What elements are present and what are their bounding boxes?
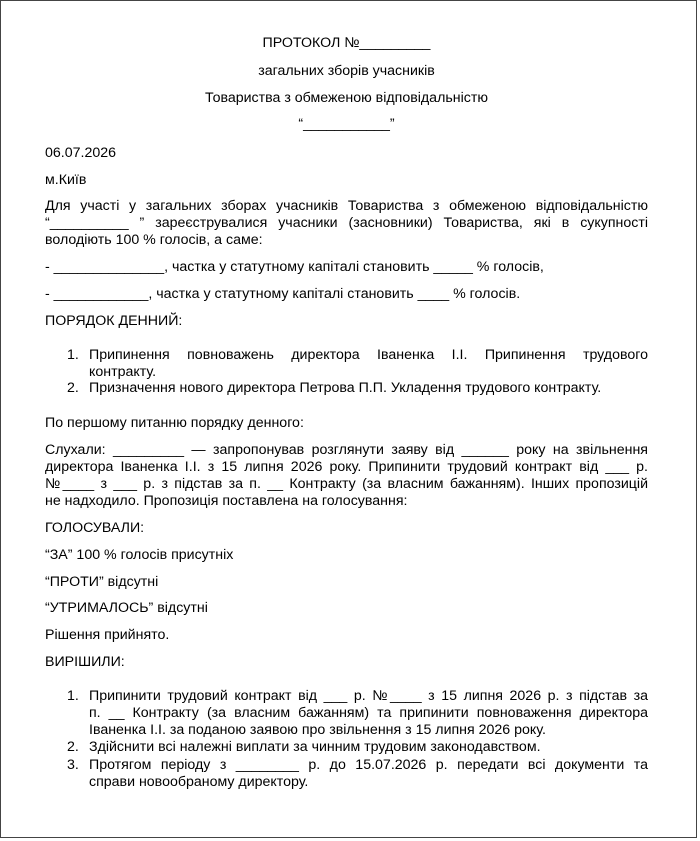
list-number: 1. [67,688,79,704]
participant-line: - ____________, частка у статутному капіталі становить ____ % голосів. [45,286,521,302]
participant-line: - ______________, частка у статутному капіталі становить _____ % голосів, [45,259,544,275]
voting-heading: ГОЛОСУВАЛИ: [45,520,145,536]
list-number: 2. [67,380,79,396]
list-item-text: контракту. [89,364,157,380]
company-name: “___________” [298,116,395,132]
document-title: ПРОТОКОЛ №_________ [262,35,431,51]
heard-line: директора Іваненка І.І. з 15 липня 2026 року. Припинити трудовий контракт від ___ р. [45,459,648,475]
agenda-heading: ПОРЯДОК ДЕННИЙ: [45,313,183,329]
list-item [67,739,648,756]
heard-line: не надходило. Пропозиція поставлена на голосування: [45,493,408,509]
list-item [67,347,648,381]
resolved-heading: ВИРІШИЛИ: [45,654,125,670]
heard-line: №____ з ___ р. з підстав за п. __ Контракту (за власним бажанням). Інших пропозицій [45,476,648,492]
intro-line: “__________ ” зареєструвалися учасники (засновники) Товариства, які в сукупності [45,215,648,231]
document-city: м.Київ [45,172,87,188]
list-item-text: Припинити трудовий контракт від ___ р. №____ з 15 липня 2026 р. з підстав за [89,688,648,704]
vote-against: “ПРОТИ” відсутні [45,574,159,590]
list-number: 3. [67,757,79,773]
decision-text: Рішення прийнято. [45,627,170,643]
heard-line: Слухали: _________ — запропонував розглянути заяву від ______ року на звільнення [45,442,648,458]
intro-line: Для участі у загальних зборах учасників Товариства з обмеженою відповідальністю [45,198,648,214]
list-number: 2. [67,739,79,755]
vote-for: “ЗА” 100 % голосів присутніх [45,547,234,563]
list-item [67,688,648,739]
document-date: 06.07.2026 [45,145,117,161]
document-subtitle: загальних зборів учасників [258,63,435,79]
list-item-text: Припинення повноважень директора Іваненка І.І. Припинення трудового [89,347,648,363]
list-number: 1. [67,347,79,363]
list-item-text: Здійснити всі належні виплати за чинним трудовим законодавством. [89,739,541,755]
list-item-text: Протягом періоду з ________ р. до 15.07.2026 р. передати всі документи та [89,757,648,773]
list-item-text: Призначення нового директора Петрова П.П. Укладення трудового контракту. [89,380,602,396]
intro-line: володіють 100 % голосів, а саме: [45,232,263,248]
document-subtitle: Товариства з обмеженою відповідальністю [205,90,488,106]
first-item-heading: По першому питанню порядку денного: [45,415,304,431]
list-item-text: Іваненка І.І. за поданою заявою про звільнення з 15 липня 2026 року. [89,722,546,738]
list-item [67,380,648,397]
vote-abstain: “УТРИМАЛОСЬ” відсутні [45,600,208,616]
list-item-text: справи новообраному директору. [89,774,309,790]
list-item-text: п. __ Контракту (за власним бажанням) та припинити повноваження директора [89,705,648,721]
list-item [67,757,648,791]
